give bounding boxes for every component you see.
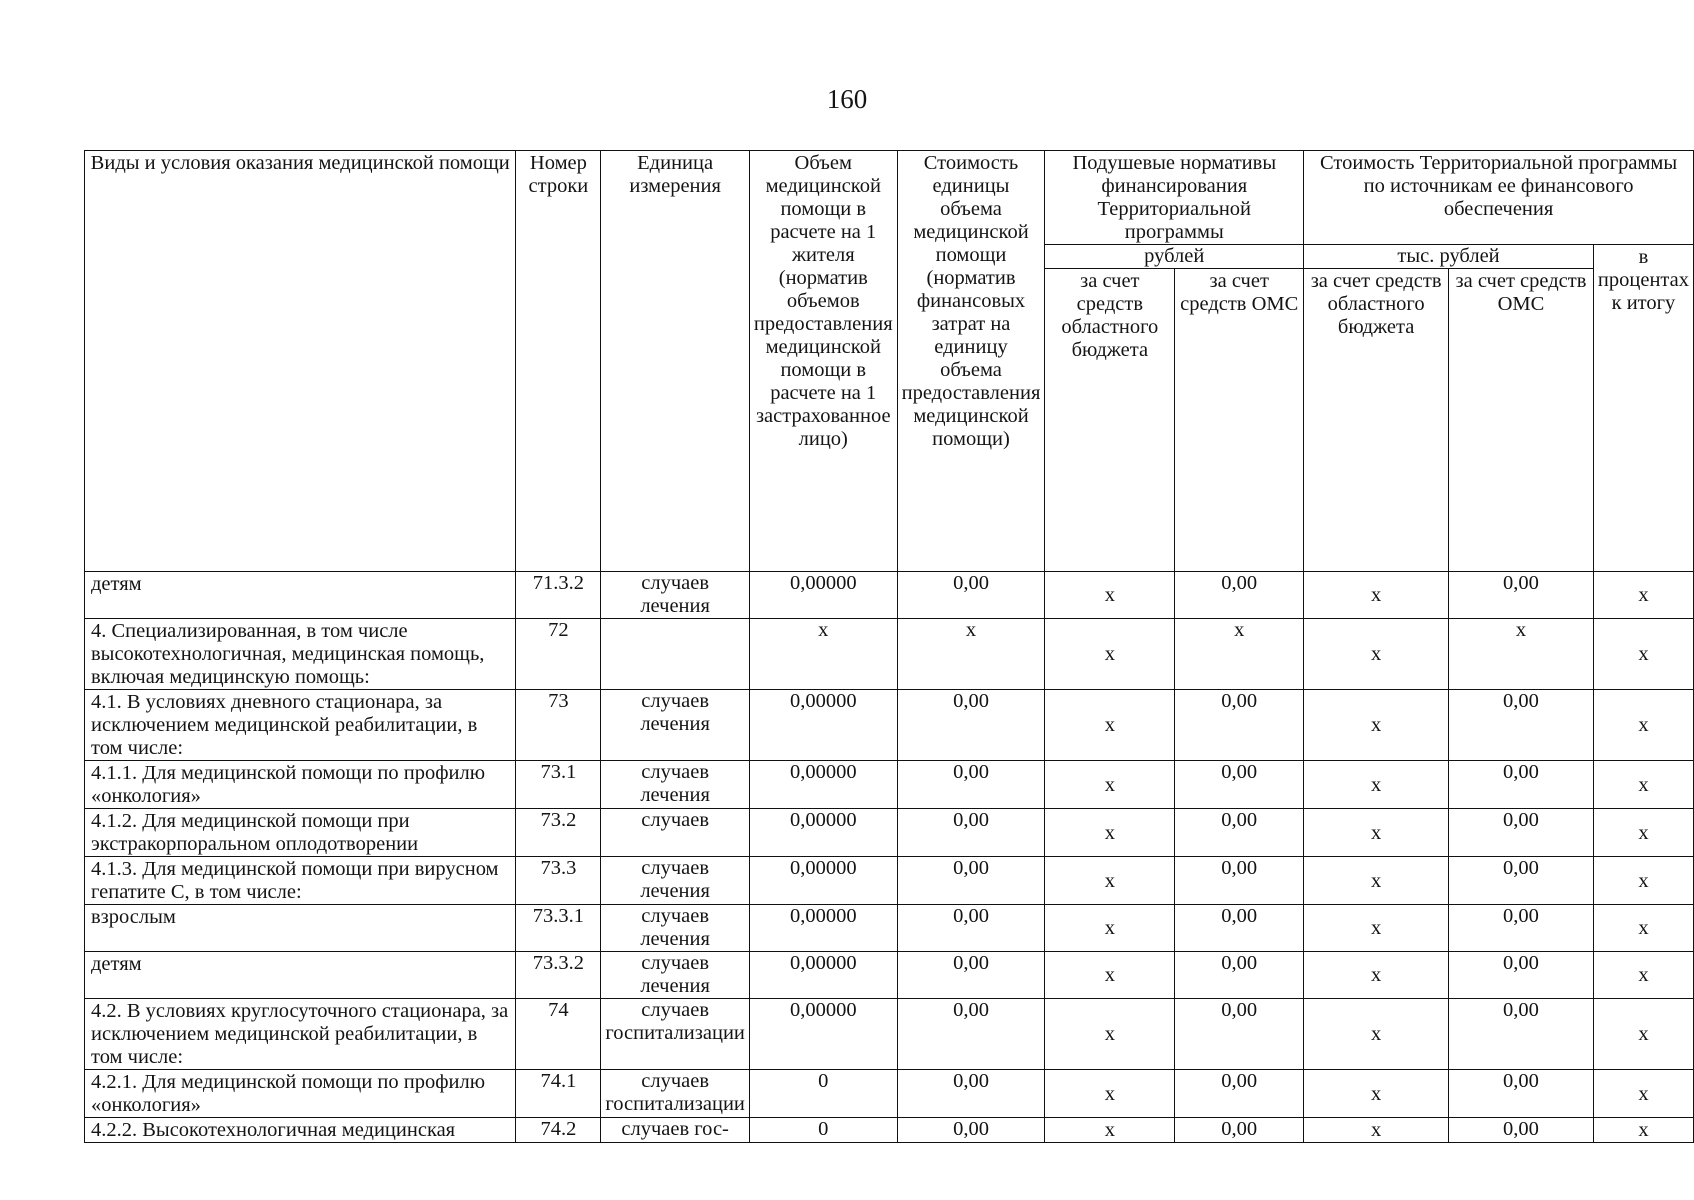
header-pc-oms: за счет средств ОМС [1175, 269, 1304, 572]
header-volume: Объем медицинской помощи в расчете на 1 жителя (норматив объемов предоставления медицинской помощи в расчете на 1 застрахованное лицо) [749, 151, 897, 572]
row-pc-regional-budget: х [1045, 1118, 1175, 1143]
row-name: детям [85, 952, 516, 999]
table-body [85, 572, 1694, 1143]
row-name: 4.1.2. Для медицинской помощи при экстракорпоральном оплодотворении [85, 809, 516, 857]
row-pc-oms: 0,00 [1175, 572, 1304, 619]
header-unit: Единица измерения [601, 151, 749, 572]
row-unit: случаев лечения [601, 857, 749, 905]
row-name: 4.2. В условиях круглосуточного стационара, за исключением медицинской реабилитации, в том числе: [85, 999, 516, 1070]
table-row [85, 1118, 1694, 1143]
row-unit: случаев лечения [601, 690, 749, 761]
row-tc-regional-budget: х [1304, 952, 1449, 999]
row-volume: 0,00000 [749, 572, 897, 619]
row-line-number: 74.2 [516, 1118, 601, 1143]
row-volume: 0,00000 [749, 809, 897, 857]
header-unit-cost: Стоимость единицы объема медицинской помощи (норматив финансовых затрат на единицу объема предоставления медицинской помощи) [897, 151, 1045, 572]
row-tc-regional-budget: х [1304, 761, 1449, 809]
row-percent: х [1593, 572, 1693, 619]
row-percent: х [1593, 761, 1693, 809]
row-volume: 0,00000 [749, 999, 897, 1070]
row-unit: случаев гос- [601, 1118, 749, 1143]
row-volume: 0,00000 [749, 905, 897, 952]
header-unit-rubles: рублей [1045, 245, 1304, 269]
row-percent: х [1593, 999, 1693, 1070]
row-pc-regional-budget: х [1045, 809, 1175, 857]
row-percent: х [1593, 619, 1693, 690]
row-pc-oms: 0,00 [1175, 1070, 1304, 1118]
row-line-number: 72 [516, 619, 601, 690]
row-name: взрослым [85, 905, 516, 952]
row-unit-cost: 0,00 [897, 572, 1045, 619]
row-name: 4.2.1. Для медицинской помощи по профилю «онкология» [85, 1070, 516, 1118]
row-pc-oms: 0,00 [1175, 905, 1304, 952]
row-tc-oms: 0,00 [1449, 761, 1594, 809]
row-unit-cost: 0,00 [897, 905, 1045, 952]
header-tc-oms: за счет средств ОМС [1449, 269, 1594, 572]
row-unit: случаев лечения [601, 572, 749, 619]
row-name: 4.1.1. Для медицинской помощи по профилю «онкология» [85, 761, 516, 809]
table-row [85, 761, 1694, 809]
row-tc-regional-budget: х [1304, 690, 1449, 761]
row-volume: 0,00000 [749, 690, 897, 761]
financing-table [84, 150, 1694, 1143]
row-tc-oms: 0,00 [1449, 1070, 1594, 1118]
row-tc-oms: 0,00 [1449, 1118, 1594, 1143]
header-kind-of-care: Виды и условия оказания медицинской помощи [85, 151, 516, 572]
row-pc-regional-budget: х [1045, 761, 1175, 809]
row-line-number: 71.3.2 [516, 572, 601, 619]
row-unit-cost: 0,00 [897, 999, 1045, 1070]
row-unit: случаев лечения [601, 905, 749, 952]
row-unit-cost: х [897, 619, 1045, 690]
row-volume: 0,00000 [749, 761, 897, 809]
row-pc-regional-budget: х [1045, 999, 1175, 1070]
header-unit-thousand-rubles: тыс. рублей [1304, 245, 1594, 269]
row-tc-oms: 0,00 [1449, 690, 1594, 761]
row-name: детям [85, 572, 516, 619]
row-tc-regional-budget: х [1304, 857, 1449, 905]
row-line-number: 73.2 [516, 809, 601, 857]
table-row [85, 809, 1694, 857]
table-row [85, 999, 1694, 1070]
row-line-number: 74.1 [516, 1070, 601, 1118]
row-name: 4.2.2. Высокотехнологичная медицинская [85, 1118, 516, 1143]
row-tc-oms: 0,00 [1449, 952, 1594, 999]
table-row [85, 572, 1694, 619]
row-unit-cost: 0,00 [897, 857, 1045, 905]
row-pc-regional-budget: х [1045, 857, 1175, 905]
row-line-number: 73.1 [516, 761, 601, 809]
row-pc-regional-budget: х [1045, 572, 1175, 619]
row-line-number: 73.3.2 [516, 952, 601, 999]
row-unit-cost: 0,00 [897, 1070, 1045, 1118]
row-pc-oms: 0,00 [1175, 1118, 1304, 1143]
row-unit: случаев госпитализации [601, 1070, 749, 1118]
table-row [85, 690, 1694, 761]
header-percent: в процентах к итогу [1593, 245, 1693, 572]
row-unit-cost: 0,00 [897, 761, 1045, 809]
row-pc-regional-budget: х [1045, 690, 1175, 761]
header-line-number: Номер строки [516, 151, 601, 572]
row-volume: 0,00000 [749, 857, 897, 905]
row-percent: х [1593, 1070, 1693, 1118]
row-unit: случаев лечения [601, 952, 749, 999]
row-tc-regional-budget: х [1304, 1070, 1449, 1118]
row-tc-oms: 0,00 [1449, 572, 1594, 619]
row-pc-oms: 0,00 [1175, 761, 1304, 809]
row-unit: случаев [601, 809, 749, 857]
row-unit: случаев госпитализации [601, 999, 749, 1070]
row-pc-oms: 0,00 [1175, 690, 1304, 761]
row-volume: х [749, 619, 897, 690]
header-pc-regional-budget: за счет средств областного бюджета [1045, 269, 1175, 572]
row-unit-cost: 0,00 [897, 1118, 1045, 1143]
row-volume: 0,00000 [749, 952, 897, 999]
row-tc-regional-budget: х [1304, 999, 1449, 1070]
table-row [85, 619, 1694, 690]
row-tc-regional-budget: х [1304, 905, 1449, 952]
row-tc-regional-budget: х [1304, 572, 1449, 619]
row-percent: х [1593, 905, 1693, 952]
row-percent: х [1593, 809, 1693, 857]
row-percent: х [1593, 857, 1693, 905]
row-line-number: 74 [516, 999, 601, 1070]
row-line-number: 73.3.1 [516, 905, 601, 952]
table-row [85, 905, 1694, 952]
row-tc-oms: 0,00 [1449, 809, 1594, 857]
row-percent: х [1593, 690, 1693, 761]
row-tc-oms: 0,00 [1449, 857, 1594, 905]
row-pc-regional-budget: х [1045, 619, 1175, 690]
row-tc-oms: х [1449, 619, 1594, 690]
header-tc-regional-budget: за счет средств областного бюджета [1304, 269, 1449, 572]
row-pc-oms: 0,00 [1175, 857, 1304, 905]
row-name: 4. Специализированная, в том числе высокотехнологичная, медицинская помощь, включая медицинскую помощь: [85, 619, 516, 690]
header-program-cost-group: Стоимость Территориальной программы по источникам ее финансового обеспечения [1304, 151, 1694, 245]
page-number: 160 [826, 84, 868, 114]
table-row [85, 952, 1694, 999]
row-unit [601, 619, 749, 690]
row-pc-oms: 0,00 [1175, 809, 1304, 857]
row-unit-cost: 0,00 [897, 690, 1045, 761]
row-pc-regional-budget: х [1045, 1070, 1175, 1118]
row-volume: 0 [749, 1118, 897, 1143]
header-per-capita-group: Подушевые нормативы финансирования Территориальной программы [1045, 151, 1304, 245]
row-tc-regional-budget: х [1304, 1118, 1449, 1143]
row-percent: х [1593, 1118, 1693, 1143]
row-tc-oms: 0,00 [1449, 999, 1594, 1070]
table-header [85, 151, 1694, 572]
row-pc-oms: х [1175, 619, 1304, 690]
row-percent: х [1593, 952, 1693, 999]
row-name: 4.1.3. Для медицинской помощи при вирусном гепатите С, в том числе: [85, 857, 516, 905]
row-line-number: 73.3 [516, 857, 601, 905]
row-pc-oms: 0,00 [1175, 999, 1304, 1070]
row-pc-regional-budget: х [1045, 905, 1175, 952]
row-pc-oms: 0,00 [1175, 952, 1304, 999]
row-line-number: 73 [516, 690, 601, 761]
row-tc-regional-budget: х [1304, 809, 1449, 857]
table-row [85, 857, 1694, 905]
table-row [85, 1070, 1694, 1118]
row-name: 4.1. В условиях дневного стационара, за исключением медицинской реабилитации, в том числе: [85, 690, 516, 761]
row-unit: случаев лечения [601, 761, 749, 809]
row-unit-cost: 0,00 [897, 952, 1045, 999]
row-tc-regional-budget: х [1304, 619, 1449, 690]
row-unit-cost: 0,00 [897, 809, 1045, 857]
row-pc-regional-budget: х [1045, 952, 1175, 999]
row-volume: 0 [749, 1070, 897, 1118]
row-tc-oms: 0,00 [1449, 905, 1594, 952]
